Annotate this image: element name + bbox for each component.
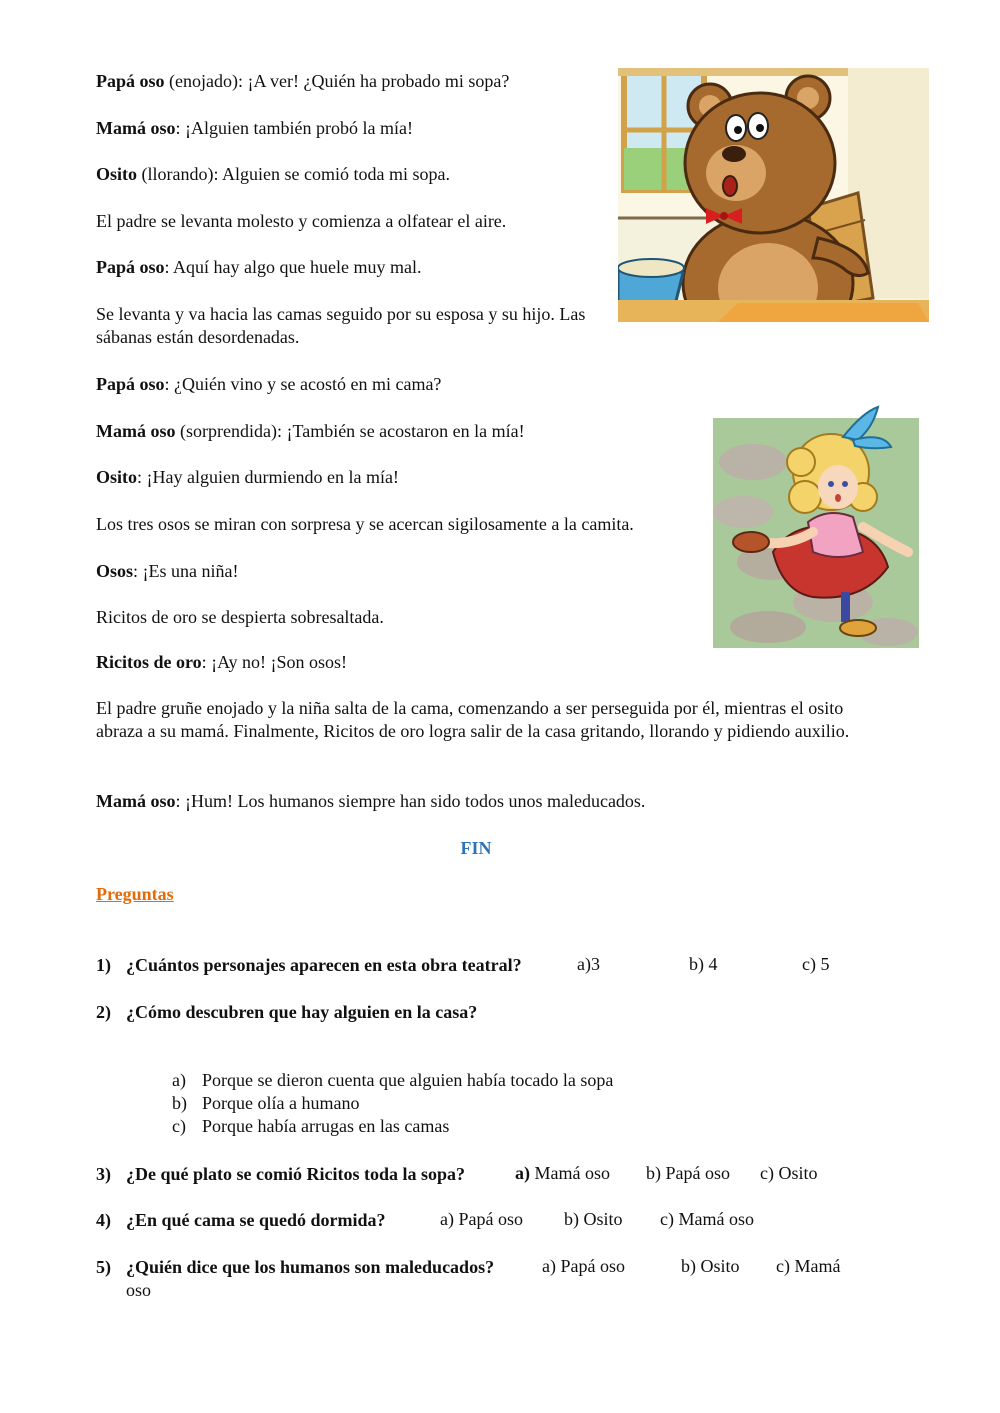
option: a) Papá oso	[542, 1256, 625, 1276]
dialogue-line	[96, 373, 441, 396]
speaker: Mamá oso	[96, 421, 176, 441]
option: b) Osito	[564, 1209, 623, 1229]
line-text: : ¡Hum! Los humanos siempre han sido todos unos maleducados.	[175, 791, 646, 811]
option: c) Mamá oso	[660, 1209, 754, 1229]
speaker: Mamá oso	[96, 118, 176, 138]
speaker: Papá oso	[96, 71, 165, 91]
speaker: Ricitos de oro	[96, 652, 202, 672]
sub-option: c) Porque había arrugas en las camas	[172, 1116, 450, 1136]
line-text: : ¿Quién vino y se acostó en mi cama?	[164, 374, 442, 394]
narration: Los tres osos se miran con sorpresa y se acercan sigilosamente a la camita.	[96, 514, 634, 534]
speaker: Osito	[96, 467, 138, 487]
dialogue-line	[96, 651, 347, 674]
question-1: 1) ¿Cuántos personajes aparecen en esta obra teatral?	[96, 955, 522, 975]
question-4: 4) ¿En qué cama se quedó dormida?	[96, 1210, 386, 1230]
dialogue-line	[96, 163, 450, 186]
ricitos-illustration	[713, 402, 919, 648]
fin-heading: FIN	[460, 838, 492, 858]
speaker: Papá oso	[96, 257, 165, 277]
speaker: Osos	[96, 561, 134, 581]
question-5: 5) ¿Quién dice que los humanos son maleducados?	[96, 1257, 495, 1277]
narration: El padre gruñe enojado y la niña salta de la cama, comenzando a ser perseguida por él, mientras el osito abraza a su mamá. Finalmente, Ricitos de oro logra salir de la casa gritando, llorando y pidiendo auxilio.	[96, 698, 850, 741]
speaker: Papá oso	[96, 374, 165, 394]
sub-option: b) Porque olía a humano	[172, 1093, 360, 1113]
dialogue-line	[96, 420, 525, 443]
dialogue-line	[96, 790, 645, 813]
dialogue-line	[96, 466, 399, 489]
option: c) 5	[802, 954, 830, 974]
narration: El padre se levanta molesto y comienza a olfatear el aire.	[96, 211, 507, 231]
stage-note: (enojado)	[164, 71, 238, 91]
question-3: 3) ¿De qué plato se comió Ricitos toda la sopa?	[96, 1164, 465, 1184]
line-text: : ¡Alguien también probó la mía!	[175, 118, 413, 138]
stage-note: (llorando)	[137, 164, 214, 184]
option: a) Papá oso	[440, 1209, 523, 1229]
narration: Se levanta y va hacia las camas seguido por su esposa y su hijo. Las sábanas están desordenadas.	[96, 304, 586, 347]
sub-option: a) Porque se dieron cuenta que alguien había tocado la sopa	[172, 1070, 614, 1090]
option: c) Mamá	[776, 1256, 841, 1276]
dialogue-line	[96, 70, 509, 93]
option: b) Osito	[681, 1256, 740, 1276]
option: b) 4	[689, 954, 718, 974]
dialogue-line	[96, 117, 413, 140]
line-text: : ¡Es una niña!	[133, 561, 239, 581]
question-2: 2) ¿Cómo descubren que hay alguien en la casa?	[96, 1002, 478, 1022]
line-text: : ¡Hay alguien durmiendo en la mía!	[137, 467, 399, 487]
option: b) Papá oso	[646, 1163, 730, 1183]
line-text: : ¡A ver! ¿Quién ha probado mi sopa?	[237, 71, 510, 91]
option: a) Mamá oso	[515, 1163, 610, 1183]
line-text: : Aquí hay algo que huele muy mal.	[164, 257, 422, 277]
stage-note: (sorprendida)	[175, 421, 277, 441]
option: c) Osito	[760, 1163, 818, 1183]
option: a)3	[577, 954, 600, 974]
line-text: : Alguien se comió toda mi sopa.	[213, 164, 450, 184]
dialogue-line	[96, 560, 238, 583]
speaker: Mamá oso	[96, 791, 176, 811]
option-continuation: oso	[126, 1280, 152, 1300]
questions-heading: Preguntas	[96, 884, 174, 904]
line-text: : ¡También se acostaron en la mía!	[276, 421, 525, 441]
bear-illustration	[618, 68, 929, 322]
narration: Ricitos de oro se despierta sobresaltada.	[96, 607, 384, 627]
dialogue-line	[96, 256, 421, 279]
speaker: Osito	[96, 164, 138, 184]
line-text: : ¡Ay no! ¡Son osos!	[201, 652, 348, 672]
